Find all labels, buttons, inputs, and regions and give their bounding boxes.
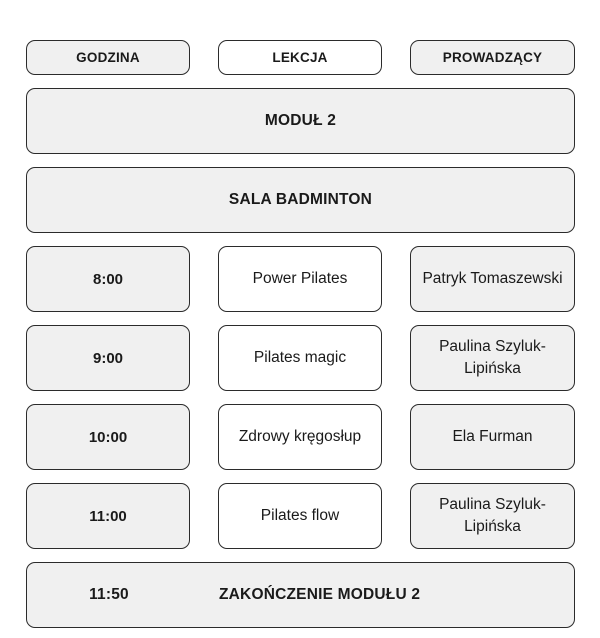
schedule-time: 10:00 [88,428,128,446]
schedule-time-cell [26,246,190,312]
schedule-lesson-cell [218,404,382,470]
schedule-lesson: Power Pilates [252,270,348,287]
header-lesson [218,40,382,75]
schedule-instructor-cell [410,404,575,470]
schedule-time-cell [26,404,190,470]
module-title-box [26,88,575,154]
schedule-time: 8:00 [92,270,124,288]
schedule-instructor: Paulina Szyluk-Lipińska [439,338,546,377]
room-name: SALA BADMINTON [228,191,373,208]
schedule-lesson: Pilates flow [260,507,340,524]
schedule-time-cell [26,483,190,549]
schedule-instructor-cell [410,483,575,549]
schedule-lesson-cell [218,246,382,312]
schedule-lesson: Zdrowy kręgosłup [238,428,362,445]
schedule-time: 11:00 [89,507,127,525]
schedule-instructor: Paulina Szyluk-Lipińska [439,496,546,535]
header-instructor-label: PROWADZĄCY [442,50,543,65]
schedule-lesson-cell [218,325,382,391]
header-lesson-label: LEKCJA [272,50,328,65]
module-title: MODUŁ 2 [264,112,337,129]
room-box [26,167,575,233]
closing-time: 11:50 [89,586,129,603]
closing-box [26,562,575,628]
schedule-instructor-cell [410,246,575,312]
schedule-instructor-cell [410,325,575,391]
schedule-instructor: Ela Furman [452,428,533,445]
schedule-time: 9:00 [92,349,124,367]
header-hour-label: GODZINA [76,50,140,65]
schedule-time-cell [26,325,190,391]
header-hour [26,40,190,75]
header-instructor [410,40,575,75]
schedule-lesson: Pilates magic [253,349,347,366]
schedule-lesson-cell [218,483,382,549]
schedule-instructor: Patryk Tomaszewski [422,270,563,287]
closing-title: ZAKOŃCZENIE MODUŁU 2 [219,586,421,603]
